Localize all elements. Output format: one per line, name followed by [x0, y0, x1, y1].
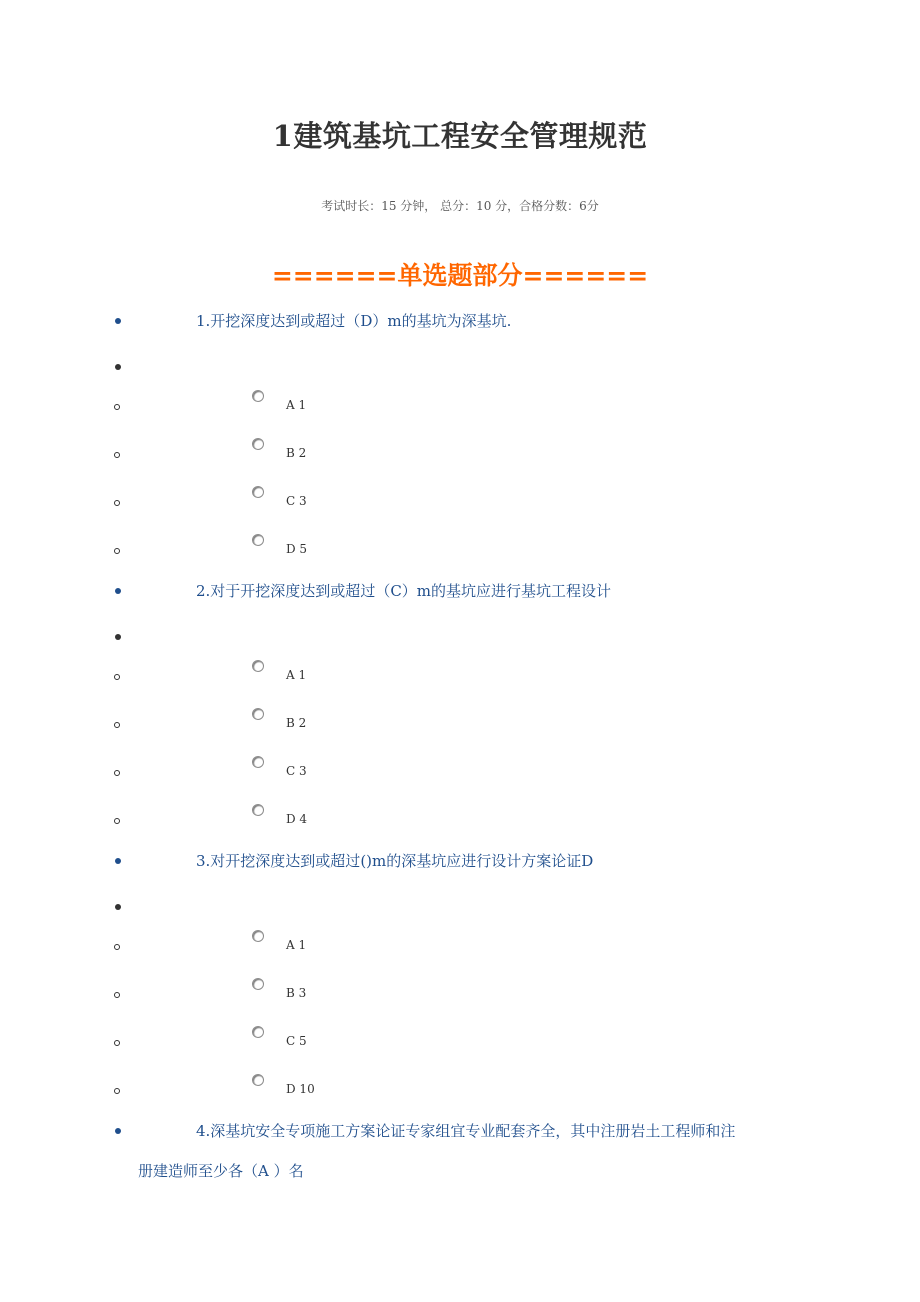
- question-text: 3.对开挖深度达到或超过()m的深基坑应进行设计方案论证D: [196, 852, 594, 870]
- option-label: C 3: [286, 494, 307, 508]
- option-label: D 4: [286, 812, 308, 826]
- radio-button[interactable]: [252, 708, 264, 720]
- option-label: A 1: [286, 938, 307, 952]
- option-bullet-icon: [114, 770, 120, 776]
- option-bullet-icon: [114, 818, 120, 824]
- option-bullet-icon: [114, 1040, 120, 1046]
- empty-bullet-icon: [115, 364, 121, 370]
- radio-button[interactable]: [252, 1026, 264, 1038]
- empty-bullet-icon: [115, 904, 121, 910]
- option-bullet-icon: [114, 722, 120, 728]
- radio-button[interactable]: [252, 390, 264, 402]
- option-label: C 3: [286, 764, 307, 778]
- question-bullet-icon: [115, 1128, 121, 1134]
- option-bullet-icon: [114, 404, 120, 410]
- empty-bullet-icon: [115, 634, 121, 640]
- question-text: 2.对于开挖深度达到或超过（C）m的基坑应进行基坑工程设计: [196, 582, 612, 600]
- option-bullet-icon: [114, 1088, 120, 1094]
- option-bullet-icon: [114, 452, 120, 458]
- exam-info: 考试时长：15 分钟， 总分：10 分，合格分数：6分: [321, 199, 599, 213]
- radio-button[interactable]: [252, 660, 264, 672]
- option-label: A 1: [286, 398, 307, 412]
- radio-button[interactable]: [252, 930, 264, 942]
- radio-button[interactable]: [252, 756, 264, 768]
- radio-button[interactable]: [252, 978, 264, 990]
- option-label: B 2: [286, 446, 307, 460]
- option-label: B 2: [286, 716, 307, 730]
- option-label: A 1: [286, 668, 307, 682]
- question-bullet-icon: [115, 588, 121, 594]
- question-text-continued: 册建造师至少各（A ）名: [138, 1162, 304, 1180]
- option-bullet-icon: [114, 992, 120, 998]
- radio-button[interactable]: [252, 804, 264, 816]
- option-bullet-icon: [114, 944, 120, 950]
- section-heading: ======单选题部分======: [271, 261, 649, 290]
- question-text: 4.深基坑安全专项施工方案论证专家组宜专业配套齐全，其中注册岩土工程师和注: [196, 1122, 736, 1140]
- option-bullet-icon: [114, 674, 120, 680]
- question-bullet-icon: [115, 318, 121, 324]
- question-bullet-icon: [115, 858, 121, 864]
- radio-button[interactable]: [252, 534, 264, 546]
- page-title: 1建筑基坑工程安全管理规范: [272, 119, 648, 153]
- radio-button[interactable]: [252, 486, 264, 498]
- option-label: B 3: [286, 986, 307, 1000]
- radio-button[interactable]: [252, 1074, 264, 1086]
- option-bullet-icon: [114, 500, 120, 506]
- option-label: D 5: [286, 542, 308, 556]
- option-bullet-icon: [114, 548, 120, 554]
- option-label: C 5: [286, 1034, 307, 1048]
- question-text: 1.开挖深度达到或超过（D）m的基坑为深基坑.: [196, 312, 512, 330]
- option-label: D 10: [286, 1082, 315, 1096]
- radio-button[interactable]: [252, 438, 264, 450]
